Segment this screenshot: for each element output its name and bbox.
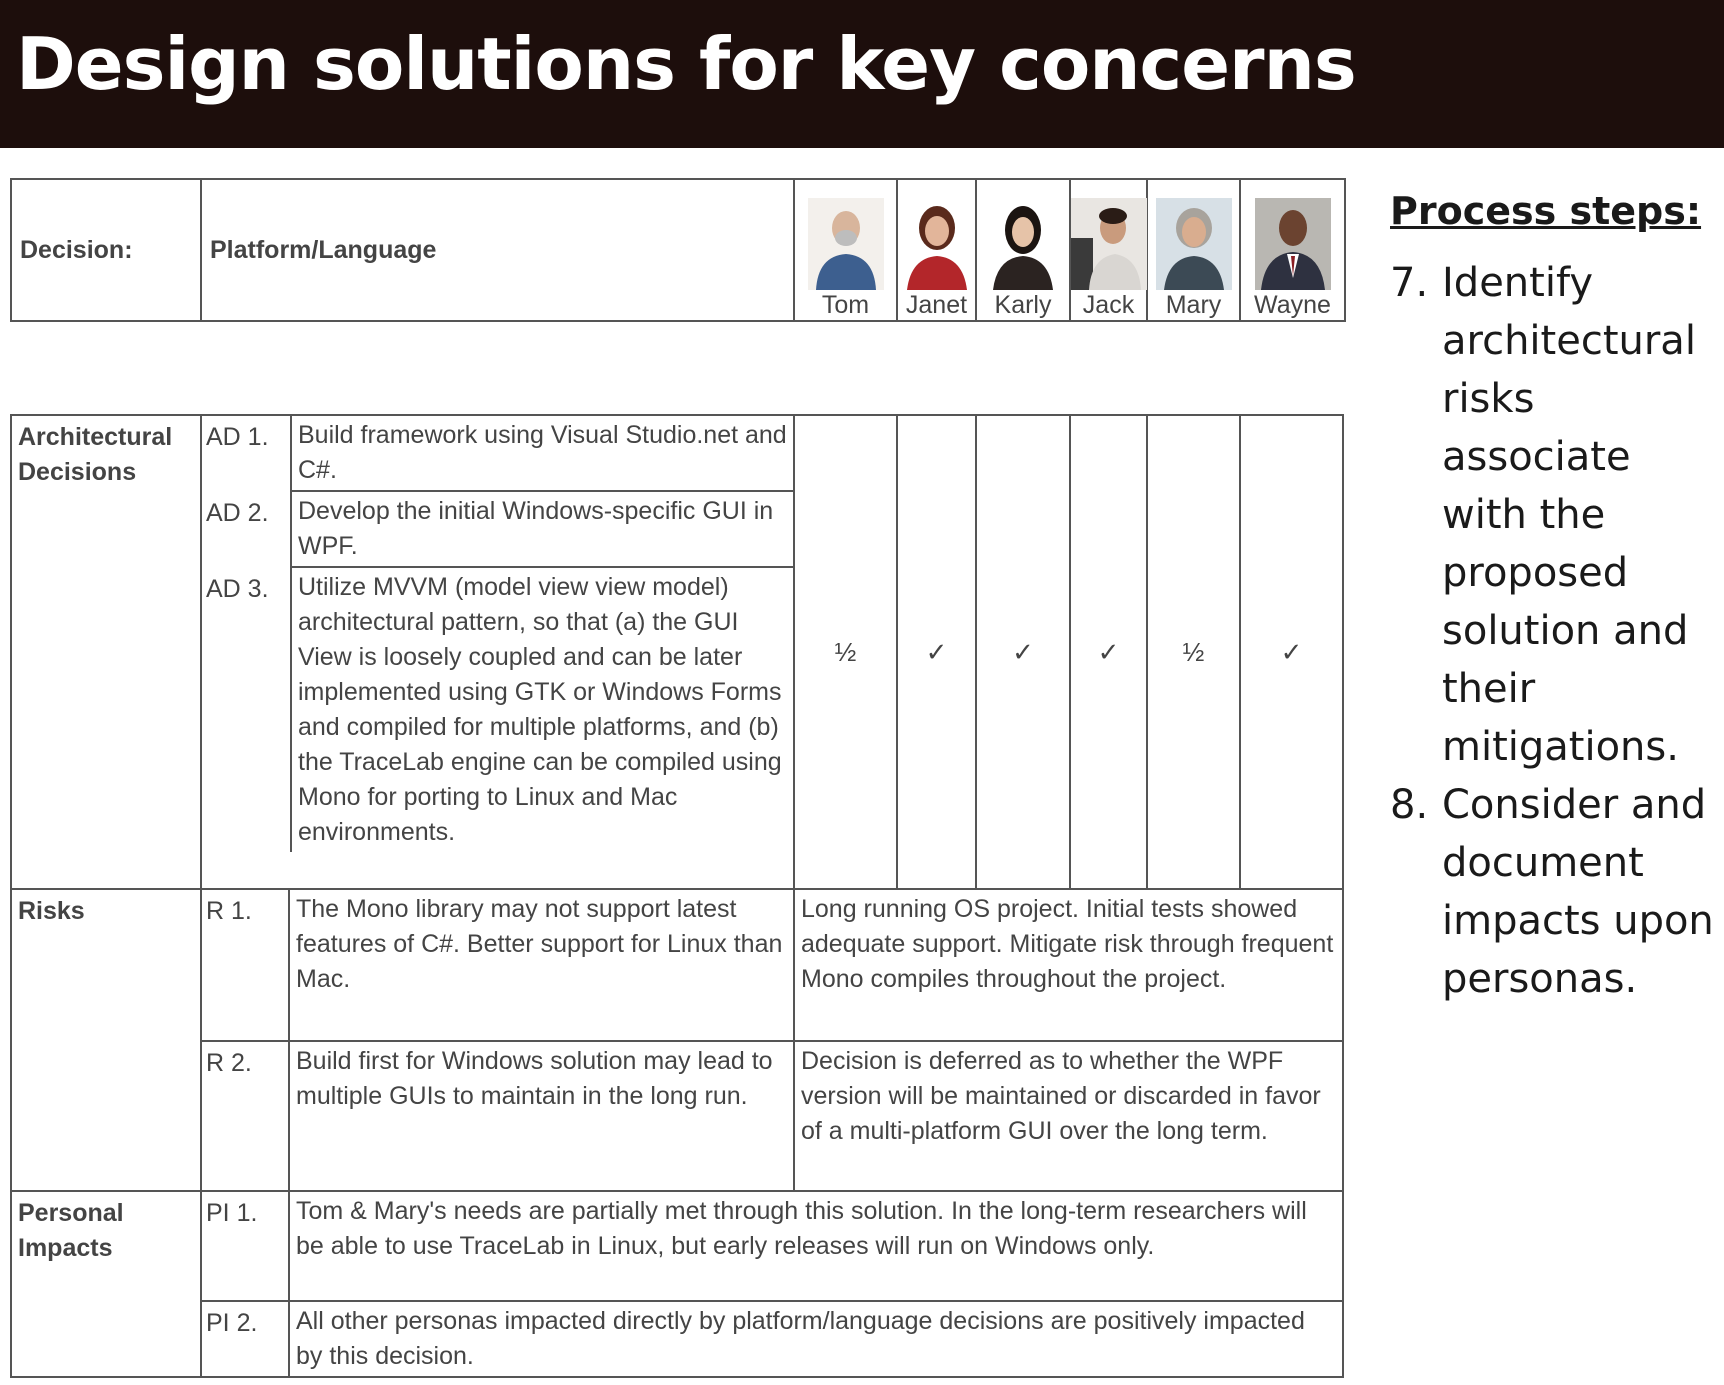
avatar bbox=[985, 198, 1061, 290]
vote-karly: ✓ bbox=[976, 415, 1070, 889]
vote-janet: ✓ bbox=[897, 415, 976, 889]
vote-jack: ✓ bbox=[1070, 415, 1147, 889]
avatar bbox=[1156, 198, 1232, 290]
vote-mary: ½ bbox=[1147, 415, 1240, 889]
list-item bbox=[202, 492, 793, 568]
impact-text: Tom & Mary's needs are partially met through this solution. In the long-term researchers will be able to use TraceLab in Linux, but early releases will run on Windows only. bbox=[289, 1191, 1343, 1301]
section-architectural-decisions: Architectural Decisions bbox=[11, 415, 201, 889]
impact-code: PI 1. bbox=[201, 1191, 289, 1301]
risk-mitigation: Decision is deferred as to whether the WPF version will be maintained or discarded in favor of a multi-platform GUI over the long term. bbox=[794, 1041, 1343, 1191]
decision-code: AD 1. bbox=[206, 423, 269, 451]
persona-name: Karly bbox=[994, 291, 1052, 319]
persona-name: Mary bbox=[1165, 291, 1222, 319]
decision-code: AD 2. bbox=[206, 499, 269, 527]
vote-tom: ½ bbox=[794, 415, 897, 889]
section-risks: Risks bbox=[11, 889, 201, 1191]
process-steps-title: Process steps: bbox=[1390, 189, 1702, 233]
decision-header-table bbox=[10, 178, 1346, 322]
persona-jack bbox=[1070, 179, 1147, 321]
decision-code: AD 3. bbox=[206, 575, 269, 603]
avatar bbox=[899, 198, 975, 290]
list-item bbox=[202, 416, 793, 492]
persona-karly bbox=[976, 179, 1070, 321]
risk-code: R 2. bbox=[201, 1041, 289, 1191]
impact-code: PI 2. bbox=[201, 1301, 289, 1377]
title-bar bbox=[0, 0, 1724, 148]
vote-wayne: ✓ bbox=[1240, 415, 1343, 889]
list-item bbox=[202, 568, 793, 852]
risk-text: The Mono library may not support latest features of C#. Better support for Linux than Mac. bbox=[289, 889, 794, 1041]
decision-text: Build framework using Visual Studio.net and C#. bbox=[290, 416, 793, 492]
persona-wayne bbox=[1240, 179, 1345, 321]
process-step bbox=[1390, 254, 1724, 776]
architectural-decisions-list bbox=[201, 415, 794, 889]
persona-tom bbox=[794, 179, 897, 321]
persona-name: Janet bbox=[905, 291, 968, 319]
step-number: 7. bbox=[1390, 260, 1429, 306]
decision-label: Decision: bbox=[11, 179, 201, 321]
avatar bbox=[1255, 198, 1331, 290]
risk-text: Build first for Windows solution may lead to multiple GUIs to maintain in the long run. bbox=[289, 1041, 794, 1191]
avatar bbox=[808, 198, 884, 290]
decision-text: Utilize MVVM (model view view model) architectural pattern, so that (a) the GUI View is loosely coupled and can be later implemented using GTK or Windows Forms and compiled for multiple platforms, and (b) the TraceLab engine can be compiled using Mono for porting to Linux and Mac environments. bbox=[290, 568, 793, 852]
decision-text: Develop the initial Windows-specific GUI in WPF. bbox=[290, 492, 793, 568]
step-text: Consider and document impacts upon personas. bbox=[1442, 782, 1714, 1002]
persona-name: Jack bbox=[1082, 291, 1135, 319]
process-steps-panel bbox=[1390, 182, 1724, 1008]
risk-code: R 1. bbox=[201, 889, 289, 1041]
persona-mary bbox=[1147, 179, 1240, 321]
step-number: 8. bbox=[1390, 782, 1429, 828]
persona-name: Tom bbox=[821, 291, 870, 319]
decision-value: Platform/Language bbox=[201, 179, 794, 321]
persona-janet bbox=[897, 179, 976, 321]
step-text: Identify architectural risks associate with the proposed solution and their mitigations. bbox=[1442, 260, 1696, 770]
slide-title: Design solutions for key concerns bbox=[16, 22, 1356, 106]
process-step bbox=[1390, 776, 1724, 1008]
persona-name: Wayne bbox=[1254, 291, 1331, 319]
impact-text: All other personas impacted directly by platform/language decisions are positively impacted by this decision. bbox=[289, 1301, 1343, 1377]
section-personal-impacts: Personal Impacts bbox=[11, 1191, 201, 1377]
decisions-table bbox=[10, 414, 1344, 1378]
risk-mitigation: Long running OS project. Initial tests showed adequate support. Mitigate risk through frequent Mono compiles throughout the project. bbox=[794, 889, 1343, 1041]
avatar bbox=[1071, 198, 1147, 290]
